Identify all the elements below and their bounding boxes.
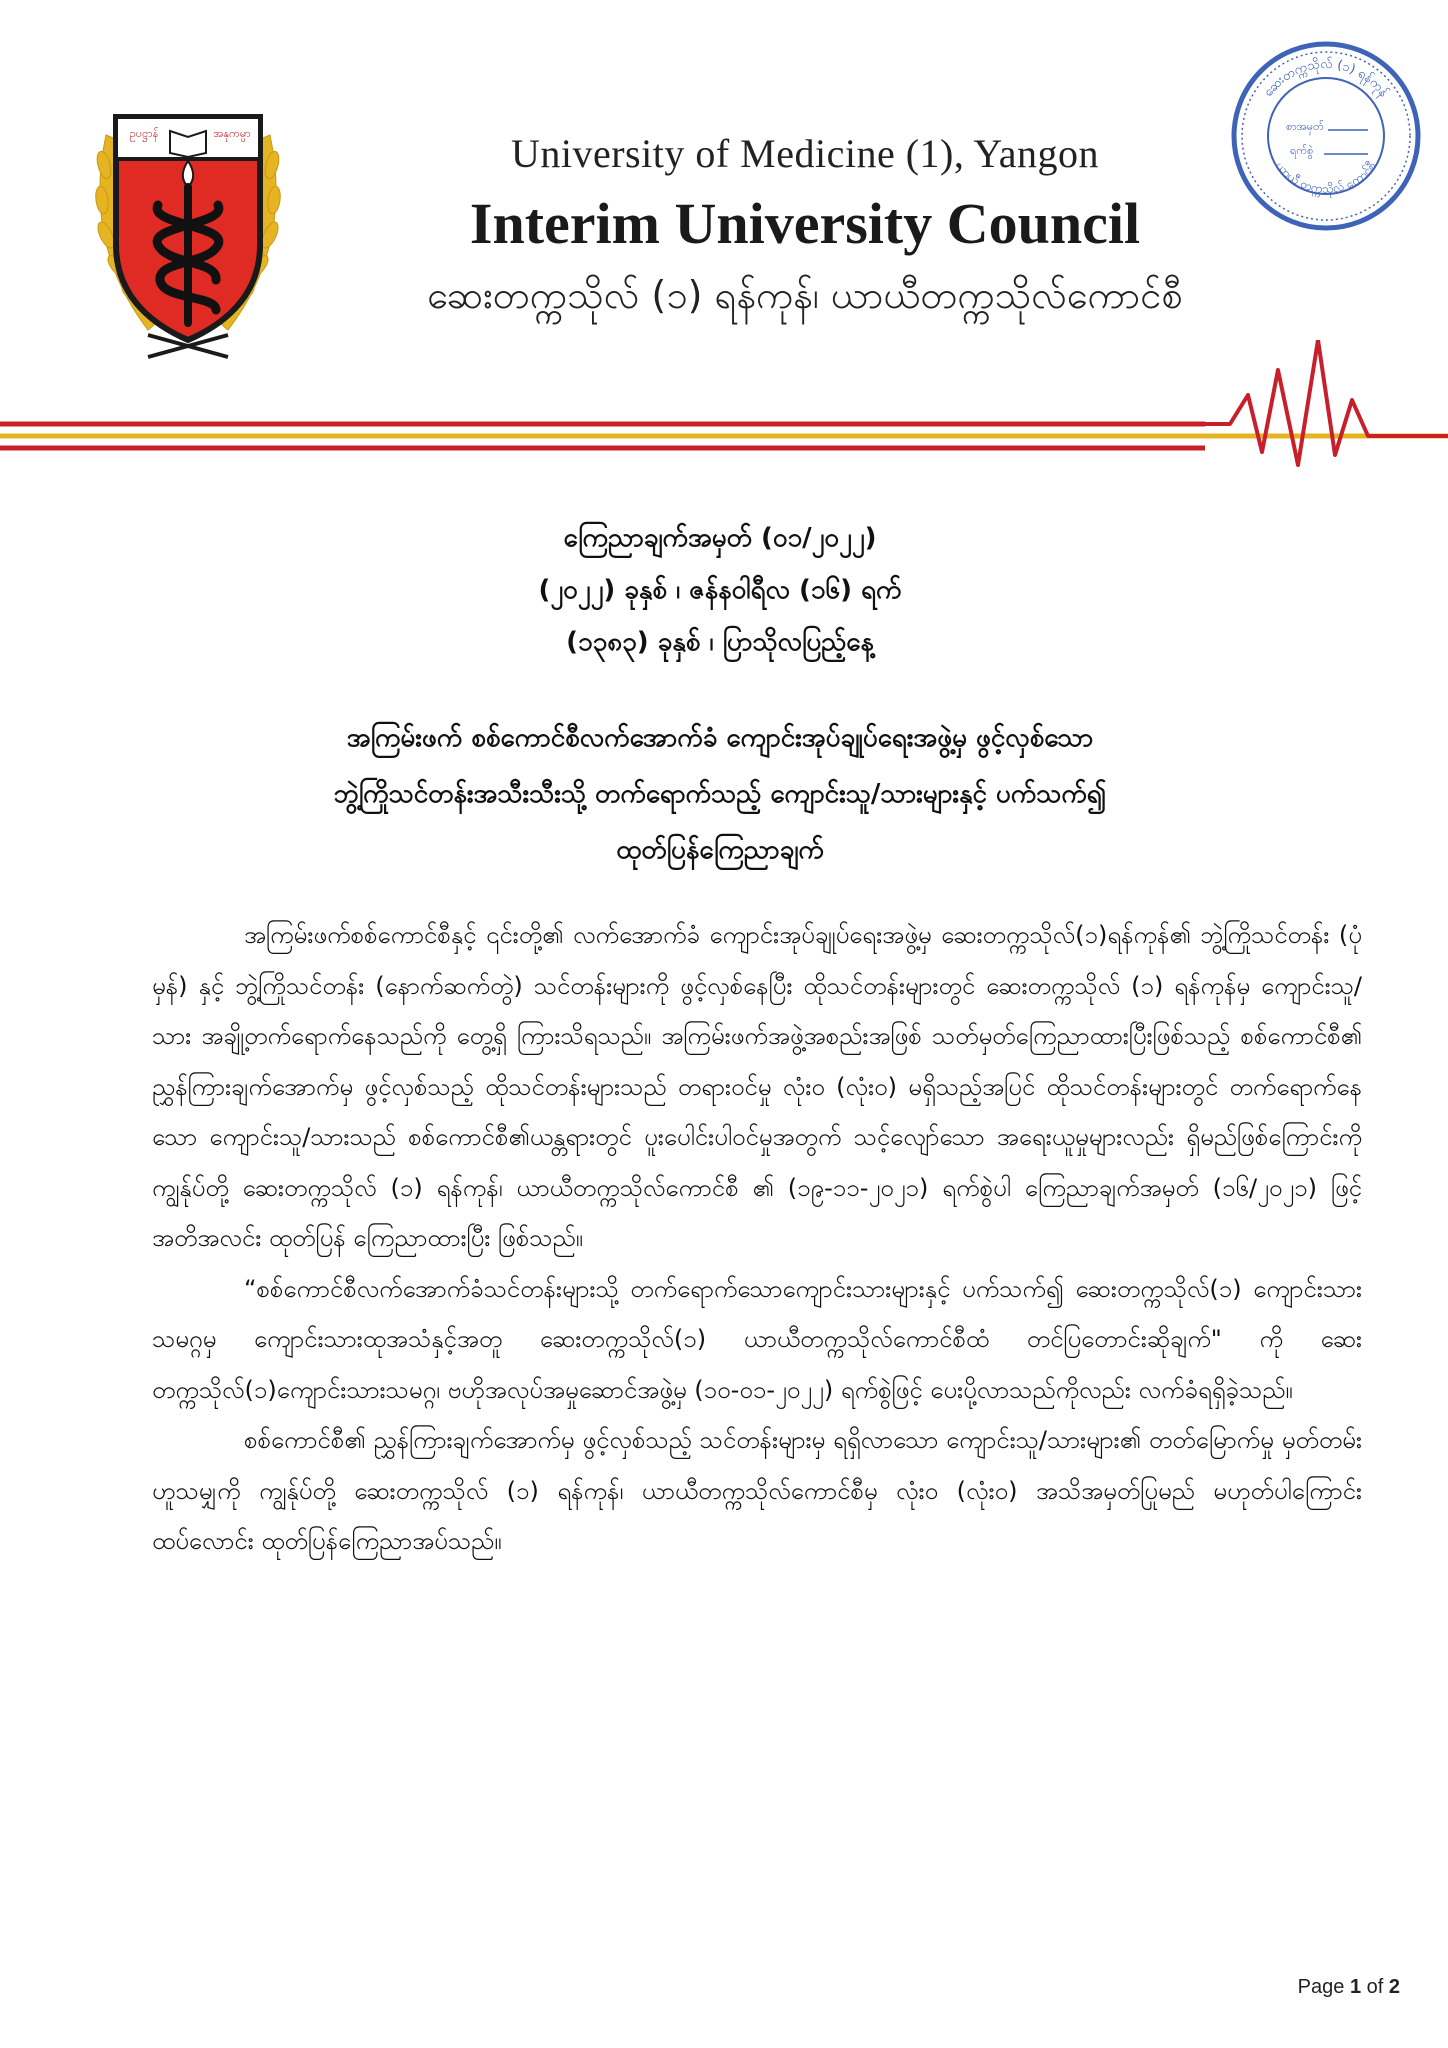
header-rule-heartbeat <box>0 340 1448 470</box>
page-current: 1 <box>1349 1976 1362 1998</box>
crest-band-right-text: အနုကမ္ပာ <box>213 127 251 140</box>
notice-body <box>152 910 1362 1567</box>
letterhead-titles <box>355 128 1255 326</box>
body-paragraph-2: “စစ်ကောင်စီလက်အောက်ခံသင်တန်းများသို့ တက်ရောက်သောကျောင်းသားများနှင့် ပက်သက်၍ ဆေးတက္ကသိုလ်(၁) ကျောင်းသားသမဂ္ဂမှ ကျောင်းသားထုအသံနှင့်အတူ ဆေးတက္ကသိုလ်(၁) ယာယီတက္ကသိုလ်ကောင်စီထံ တင်ပြတောင်းဆိုချက်" ကို ဆေးတက္ကသိုလ်(၁)ကျောင်းသားသမဂ္ဂ၊ ဗဟိုအလုပ်အမှုဆောင်အဖွဲ့မှ (၁၀-၀၁-၂၀၂၂) ရက်စွဲဖြင့် ပေးပို့လာသည်ကိုလည်း လက်ခံရရှိခဲ့သည်။ <box>152 1274 1362 1404</box>
heartbeat-line-icon <box>1205 340 1448 465</box>
seal-field-date: ရက်စွဲ <box>1290 144 1314 157</box>
letterhead <box>0 0 1448 500</box>
subject-line-1: အကြမ်းဖက် စစ်ကောင်စီလက်အောက်ခံ ကျောင်းအုပ်ချုပ်ရေးအဖွဲ့မှ ဖွင့်လှစ်သော <box>346 723 1094 753</box>
seal-field-number: စာအမှတ် <box>1286 120 1324 133</box>
notice-date-myanmar: (၁၃၈၃) ခုနှစ် ၊ ပြာသိုလပြည့်နေ့ <box>566 627 874 657</box>
crest-band-left-text: ဥပဋ္ဌာန် <box>129 127 159 140</box>
notice-number: ကြေညာချက်အမှတ် (၀၁/၂၀၂၂) <box>563 523 877 553</box>
university-crest-logo <box>88 95 288 375</box>
svg-text:ယာယီ တက္ကသိုလ် ကောင်စီ <box>1273 158 1379 198</box>
body-paragraph-3: စစ်ကောင်စီ၏ ညွှန်ကြားချက်အောက်မှ ဖွင့်လှစ်သည့် သင်တန်းများမှ ရရှိလာသော ကျောင်းသူ/သားများ၏ တတ်မြောက်မှု မှတ်တမ်း ဟူသမျှကို ကျွန်ုပ်တို့ ဆေးတက္ကသိုလ် (၁) ရန်ကုန်၊ ယာယီတက္ကသိုလ်ကောင်စီမှ လုံး၀ (လုံး၀) အသိအမှတ်ပြုမည် မဟုတ်ပါကြောင်း ထပ်လောင်း ထုတ်ပြန်ကြေညာအပ်သည်။ <box>152 1426 1362 1555</box>
subject-line-2: ဘွဲ့ကြိုသင်တန်းအသီးသီးသို့ တက်ရောက်သည့် ကျောင်းသူ/သားများနှင့် ပက်သက်၍ <box>333 779 1107 809</box>
page-total: 2 <box>1388 1976 1400 1998</box>
notice-subject <box>180 710 1260 878</box>
page-of: of <box>1366 1976 1384 1998</box>
university-name-english: University of Medicine (1), Yangon <box>510 131 1100 176</box>
notice-date-gregorian: (၂၀၂၂) ခုနှစ် ၊ ဇန်နဝါရီလ (၁၆) ရက် <box>538 575 902 605</box>
seal-ring-text: ဆေးတက္ကသိုလ် (၁) ရန်ကုန် <box>1261 56 1392 101</box>
seal-ring-text-bottom: ယာယီ တက္ကသိုလ် ကောင်စီ <box>1273 158 1379 196</box>
notice-heading <box>200 512 1240 668</box>
council-round-seal <box>1228 38 1424 234</box>
page-word: Page <box>1297 1976 1345 1998</box>
body-paragraph-1: အကြမ်းဖက်စစ်ကောင်စီနှင့် ၎င်းတို့၏ လက်အောက်ခံ ကျောင်းအုပ်ချုပ်ရေးအဖွဲ့မှ ဆေးတက္ကသိုလ်(၁)ရန်ကုန်၏ ဘွဲ့ကြိုသင်တန်း (ပုံမှန်) နှင့် ဘွဲ့ကြိုသင်တန်း (နောက်ဆက်တွဲ) သင်တန်းများကို ဖွင့်လှစ်နေပြီး ထိုသင်တန်းများတွင် ဆေးတက္ကသိုလ် (၁) ရန်ကုန်မှ ကျောင်းသူ/သား အချို့တက်ရောက်နေသည်ကို တွေ့ရှိ ကြားသိရသည်။ အကြမ်းဖက်အဖွဲ့အစည်းအဖြစ် သတ်မှတ်ကြေညာထားပြီးဖြစ်သည့် စစ်ကောင်စီ၏ ညွှန်ကြားချက်အောက်မှ ဖွင့်လှစ်သည့် ထိုသင်တန်းများသည် တရားဝင်မှု လုံး၀ (လုံး၀) မရှိသည့်အပြင် ထိုသင်တန်းများတွင် တက်ရောက်နေသော ကျောင်းသူ/သားသည် စစ်ကောင်စီ၏ယန္တရားတွင် ပူးပေါင်းပါ၀င်မှုအတွက် သင့်လျော်သော အရေးယူမှုများလည်း ရှိမည်ဖြစ်ကြောင်းကို ကျွန်ုပ်တို့ ဆေးတက္ကသိုလ် (၁) ရန်ကုန်၊ ယာယီတက္ကသိုလ်ကောင်စီ ၏ (၁၉-၁၁-၂၀၂၁) ရက်စွဲပါ ကြေညာချက်အမှတ် (၁၆/၂၀၂၁) ဖြင့် အတိအလင်း ထုတ်ပြန် ကြေညာထားပြီး ဖြစ်သည်။ <box>152 921 1362 1252</box>
council-name-english: Interim University Council <box>469 191 1141 256</box>
subject-line-3: ထုတ်ပြန်ကြေညာချက် <box>616 835 824 865</box>
university-name-myanmar: ဆေးတက္ကသိုလ် (၁) ရန်ကုန်၊ ယာယီတက္ကသိုလ်ကောင်စီ <box>427 273 1183 317</box>
page-number <box>1200 1976 1400 1999</box>
